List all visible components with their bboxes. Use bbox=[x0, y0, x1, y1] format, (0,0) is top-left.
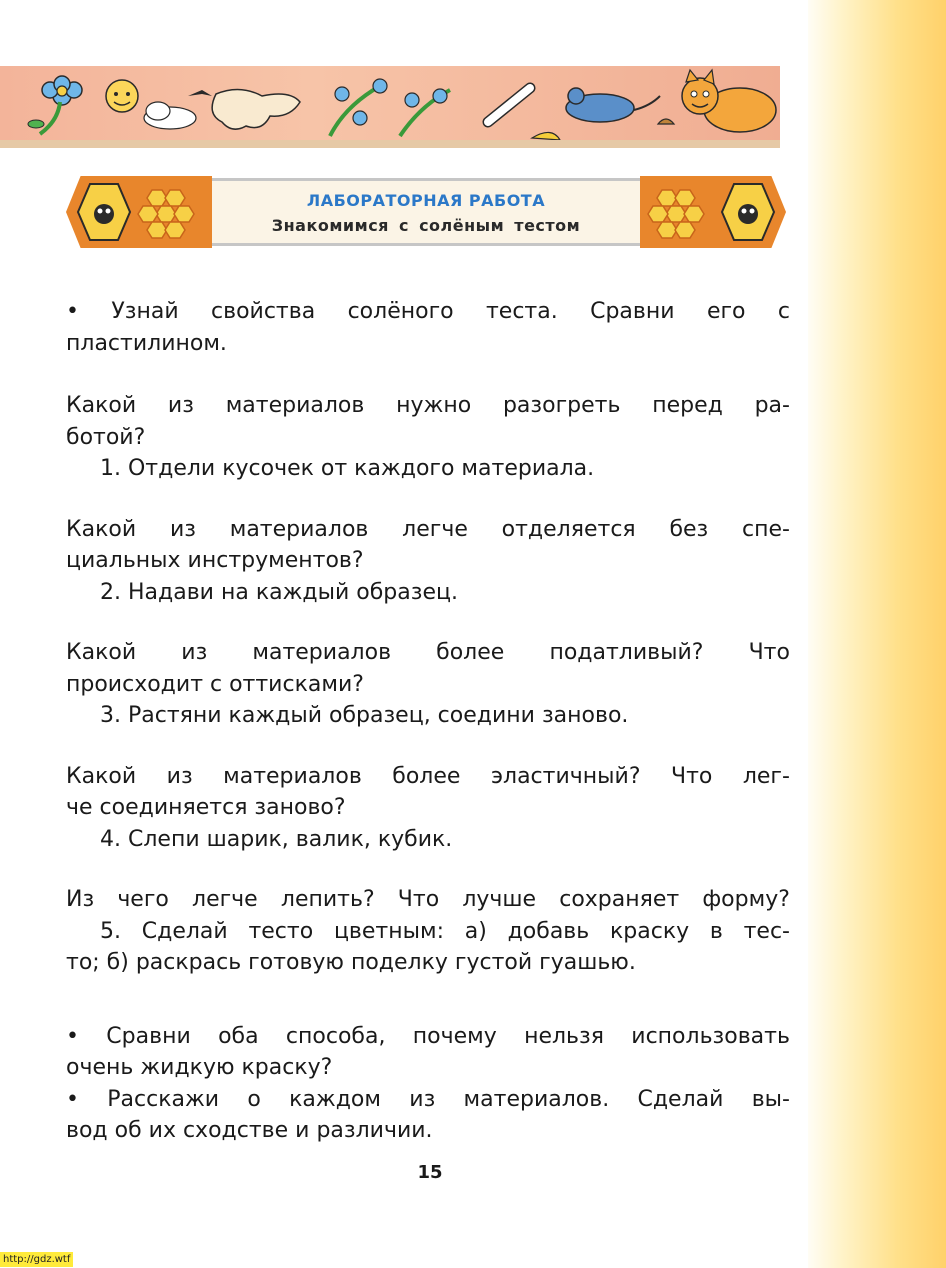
text-line bbox=[66, 824, 790, 856]
text-line bbox=[66, 700, 790, 732]
word: материалов. bbox=[463, 1086, 610, 1112]
line-text: ботой? bbox=[66, 424, 146, 450]
word: Сравни bbox=[590, 299, 675, 324]
word: вы- bbox=[751, 1086, 790, 1112]
word: лучше bbox=[462, 887, 537, 912]
honeycomb-icon bbox=[138, 190, 194, 238]
word: почему bbox=[412, 1023, 497, 1049]
word: с bbox=[777, 299, 790, 324]
text-line bbox=[66, 669, 790, 701]
word: свойства bbox=[211, 299, 316, 324]
word: теста. bbox=[485, 299, 558, 324]
word: • bbox=[66, 299, 79, 324]
text-line bbox=[66, 296, 790, 328]
banner-illustration bbox=[0, 66, 780, 146]
word: ра- bbox=[754, 393, 790, 418]
word: солёного bbox=[347, 299, 454, 324]
word: Что bbox=[670, 763, 713, 789]
word: Что bbox=[397, 887, 440, 912]
text-line bbox=[66, 1052, 790, 1084]
word: из bbox=[169, 516, 196, 542]
word: нельзя bbox=[524, 1023, 604, 1049]
text-line bbox=[66, 390, 790, 422]
honeycomb-icon bbox=[648, 190, 704, 238]
line-text: очень жидкую краску? bbox=[66, 1055, 333, 1080]
word: эластичный? bbox=[490, 763, 641, 789]
line-text: происходит с оттисками? bbox=[66, 671, 364, 697]
line-text bbox=[66, 637, 790, 669]
line-text bbox=[66, 1021, 790, 1053]
sun-icon bbox=[106, 80, 138, 112]
dog-dough-figure-icon bbox=[212, 89, 300, 129]
word: Сделай bbox=[141, 918, 228, 944]
ant-hexagon-icon bbox=[722, 184, 774, 240]
line-text: 3. Растяни каждый образец, соедини заново. bbox=[100, 703, 629, 728]
word: спе- bbox=[742, 516, 790, 542]
line-text: че соединяется заново? bbox=[66, 795, 346, 820]
word: добавь bbox=[507, 918, 590, 944]
text-line bbox=[66, 422, 790, 454]
lab-subtitle: Знакомимся с солёным тестом bbox=[271, 216, 581, 235]
mouse-icon bbox=[566, 88, 660, 122]
word: более bbox=[392, 763, 461, 789]
line-text bbox=[66, 884, 790, 916]
lab-instructions bbox=[66, 296, 790, 1147]
word: способа, bbox=[285, 1023, 386, 1049]
word: использовать bbox=[631, 1023, 790, 1049]
line-text: 4. Слепи шарик, валик, кубик. bbox=[100, 826, 453, 852]
word: чего bbox=[117, 887, 169, 912]
word: о bbox=[247, 1086, 261, 1112]
word: тесто bbox=[248, 918, 314, 944]
word: Какой bbox=[66, 393, 137, 418]
word: • bbox=[66, 1086, 79, 1112]
text-line bbox=[66, 1021, 790, 1053]
word: цветным: bbox=[333, 918, 444, 944]
text-line bbox=[66, 792, 790, 824]
word: сохраняет bbox=[559, 887, 680, 912]
line-text: 2. Надави на каждый образец. bbox=[100, 579, 458, 605]
text-line bbox=[66, 884, 790, 916]
flower-sprig-icon bbox=[330, 79, 450, 136]
text-line bbox=[66, 328, 790, 360]
word: материалов bbox=[225, 393, 365, 418]
word: Узнай bbox=[111, 299, 179, 324]
word: Сделай bbox=[637, 1086, 724, 1112]
line-text bbox=[66, 761, 790, 793]
word: из bbox=[181, 640, 208, 665]
word: легче bbox=[192, 887, 258, 912]
line-text bbox=[66, 296, 790, 328]
word: форму? bbox=[702, 887, 790, 912]
word: 5. bbox=[100, 918, 121, 944]
watermark-link[interactable]: http://gdz.wtf bbox=[0, 1252, 73, 1267]
lab-header-right-ornament bbox=[640, 176, 786, 248]
ant-hexagon-icon bbox=[78, 184, 130, 240]
line-text bbox=[66, 1084, 790, 1116]
word: разогреть bbox=[502, 393, 621, 418]
word: его bbox=[706, 299, 746, 324]
line-text: пластилином. bbox=[66, 330, 227, 356]
word: краску bbox=[609, 918, 690, 944]
page-number: 15 bbox=[417, 1162, 443, 1183]
text-line bbox=[66, 1084, 790, 1116]
word: Какой bbox=[66, 516, 137, 542]
word: материалов bbox=[223, 763, 362, 789]
word: лег- bbox=[742, 763, 790, 789]
line-text: то; б) раскрась готовую поделку густой гуашью. bbox=[66, 950, 636, 975]
line-text bbox=[66, 390, 790, 422]
word: из bbox=[167, 393, 194, 418]
word: более bbox=[436, 640, 505, 665]
cat-icon bbox=[682, 70, 776, 132]
word: тес- bbox=[743, 918, 790, 944]
word: а) bbox=[464, 918, 487, 944]
line-text bbox=[66, 514, 790, 546]
word: Какой bbox=[66, 640, 137, 665]
lab-work-header bbox=[66, 176, 786, 248]
line-text: циальных инструментов? bbox=[66, 548, 364, 573]
line-text: вод об их сходстве и различии. bbox=[66, 1118, 433, 1143]
bird-icon bbox=[188, 90, 212, 96]
word: • bbox=[66, 1023, 79, 1049]
word: оба bbox=[218, 1023, 259, 1049]
text-line bbox=[66, 514, 790, 546]
word: Сравни bbox=[106, 1023, 191, 1049]
text-line bbox=[66, 637, 790, 669]
word: Какой bbox=[66, 763, 137, 789]
page-edge-strip bbox=[808, 0, 946, 1268]
word: из bbox=[166, 763, 193, 789]
word: каждом bbox=[289, 1086, 381, 1112]
word: без bbox=[669, 516, 709, 542]
cheese-icon bbox=[532, 132, 560, 140]
word: материалов bbox=[229, 516, 369, 542]
word: Расскажи bbox=[107, 1086, 220, 1112]
text-line bbox=[66, 453, 790, 485]
text-line bbox=[66, 947, 790, 979]
line-text bbox=[100, 916, 790, 948]
lab-title: ЛАБОРАТОРНАЯ РАБОТА bbox=[306, 191, 546, 210]
banner-underline bbox=[0, 140, 780, 148]
word: нужно bbox=[396, 393, 472, 418]
text-line bbox=[66, 761, 790, 793]
word: в bbox=[709, 918, 723, 944]
word: легче bbox=[402, 516, 468, 542]
word: лепить? bbox=[280, 887, 375, 912]
text-line bbox=[66, 1115, 790, 1147]
word: материалов bbox=[252, 640, 392, 665]
word: отделяется bbox=[501, 516, 636, 542]
flower-icon bbox=[28, 76, 82, 134]
text-line bbox=[66, 577, 790, 609]
lab-header-left-ornament bbox=[66, 176, 212, 248]
decorative-banner bbox=[0, 66, 780, 146]
word: перед bbox=[652, 393, 723, 418]
text-line bbox=[66, 916, 790, 948]
word: Из bbox=[66, 887, 95, 912]
lab-header-title-box bbox=[212, 178, 640, 246]
text-line bbox=[66, 545, 790, 577]
word: из bbox=[409, 1086, 436, 1112]
word: Что bbox=[748, 640, 790, 665]
line-text: 1. Отдели кусочек от каждого материала. bbox=[100, 456, 595, 481]
mushroom-icon bbox=[658, 119, 674, 124]
word: податливый? bbox=[549, 640, 704, 665]
bone-icon bbox=[488, 88, 560, 140]
cloud-icon bbox=[144, 102, 196, 129]
